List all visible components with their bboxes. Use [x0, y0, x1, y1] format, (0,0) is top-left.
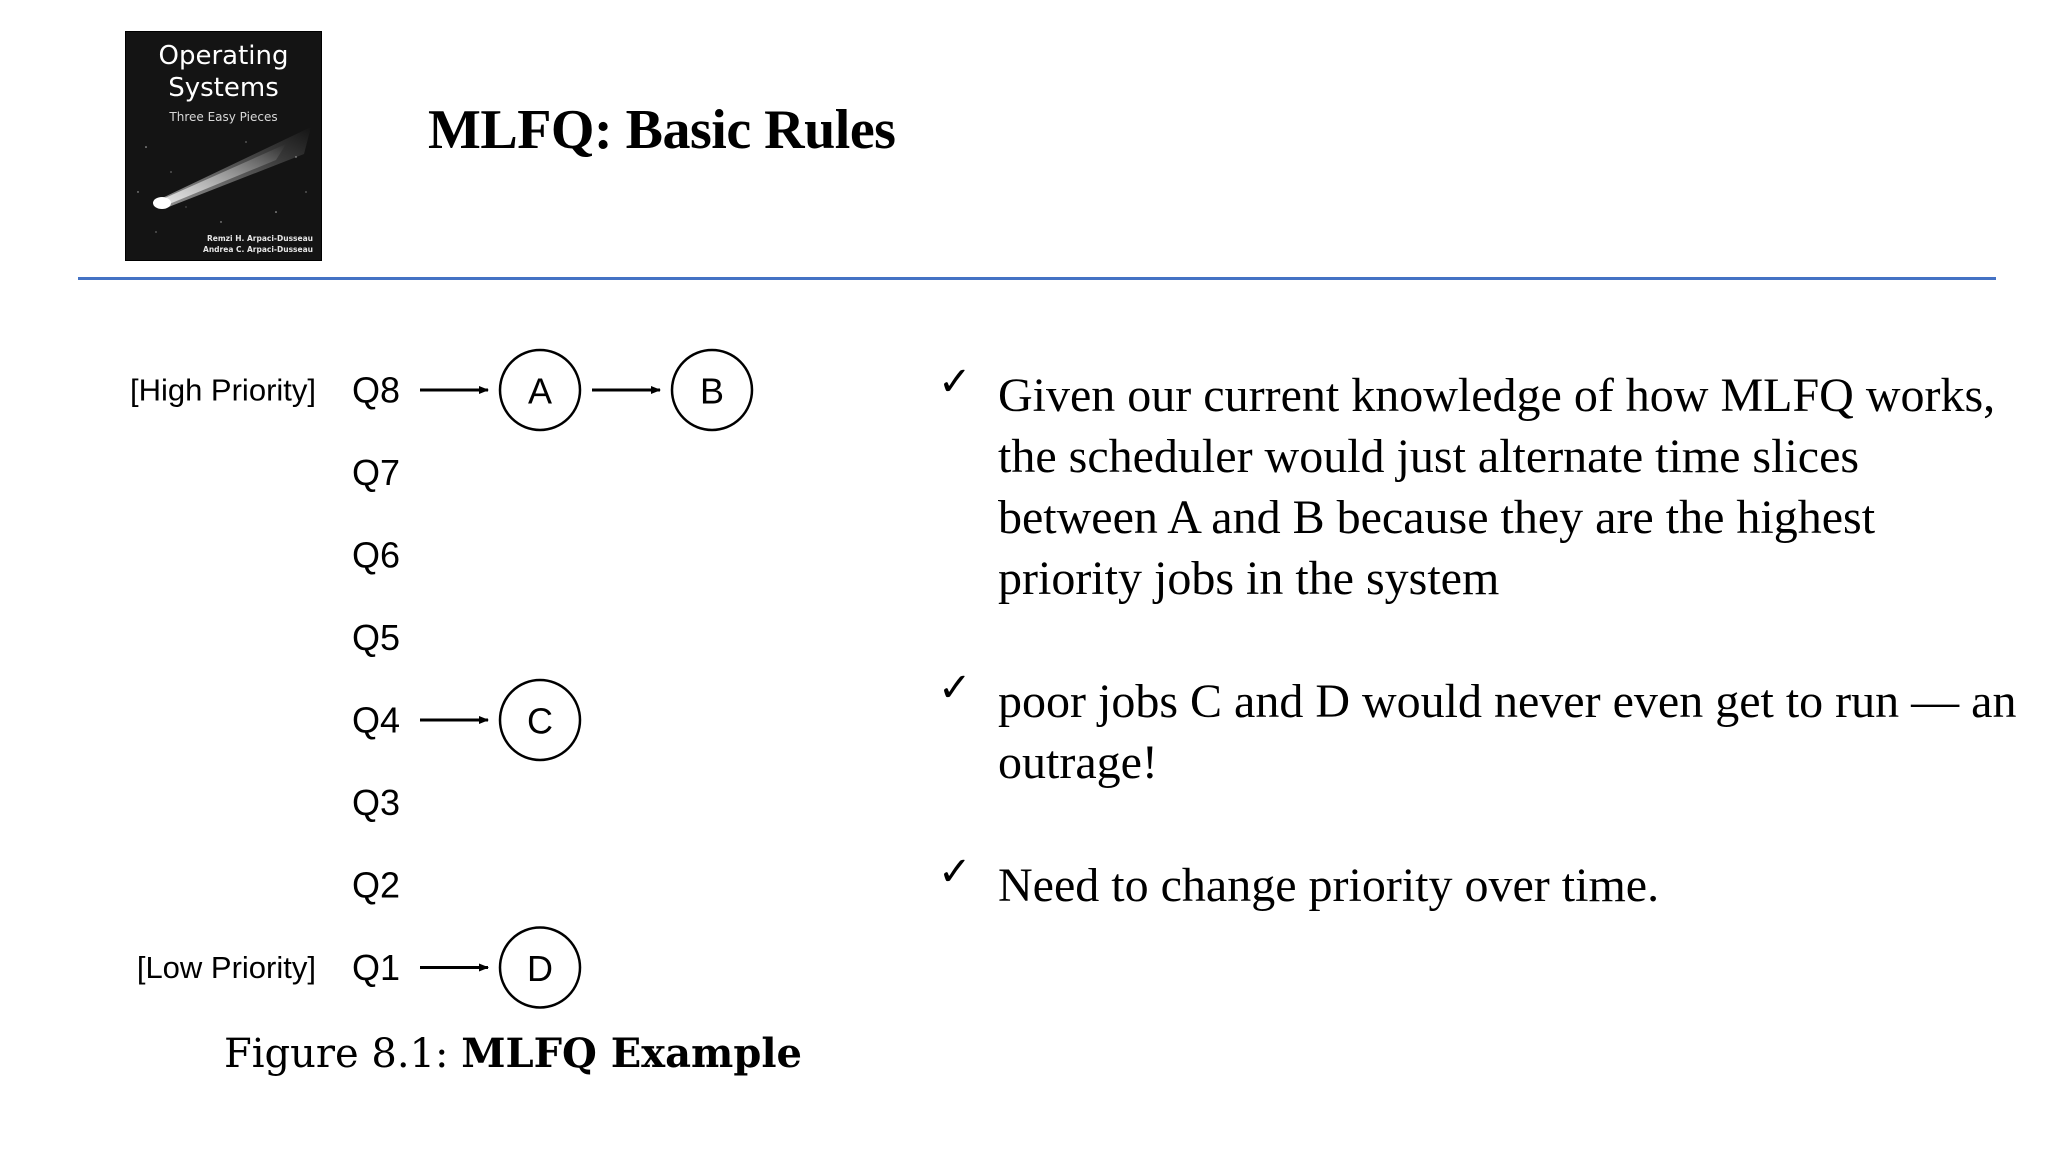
queue-label-q8: Q8 [352, 369, 401, 411]
bullet-item [938, 665, 2018, 793]
mlfq-diagram-svg [0, 330, 820, 1030]
bullet-list [938, 359, 2018, 978]
job-label-d: D [527, 948, 553, 989]
cover-title: Operating Systems [158, 41, 289, 103]
job-label-c: C [527, 700, 553, 742]
slide-title: MLFQ: Basic Rules [428, 99, 896, 161]
checkmark-icon: ✓ [938, 359, 972, 405]
mlfq-diagram [0, 330, 820, 1035]
queue-label-q3: Q3 [352, 782, 401, 823]
title-divider [78, 277, 1996, 280]
figure-caption-bold: MLFQ Example [461, 1030, 802, 1077]
queue-label-q5: Q5 [352, 617, 401, 658]
cover-author-2: Andrea C. Arpaci-Dusseau [203, 245, 313, 254]
bullet-text: Given our current knowledge of how MLFQ works, the scheduler would just alternate time slices between A and B because they are the highest priority jobs in the system [998, 369, 1996, 605]
queue-label-q2: Q2 [352, 864, 401, 906]
queue-label-q7: Q7 [352, 452, 401, 493]
bullet-item [938, 359, 2018, 609]
low-priority-label: [Low Priority] [136, 950, 316, 985]
book-cover-image [126, 32, 321, 260]
job-label-a: A [527, 370, 553, 412]
bullet-text: Need to change priority over time. [998, 859, 1660, 912]
figure-caption-prefix: Figure 8.1: [224, 1031, 462, 1077]
queue-label-q4: Q4 [352, 699, 401, 741]
cover-author-1: Remzi H. Arpaci-Dusseau [206, 234, 313, 243]
high-priority-label: [High Priority] [129, 372, 316, 408]
figure-caption [224, 1030, 802, 1077]
queue-label-q6: Q6 [352, 534, 401, 576]
queue-label-q1: Q1 [352, 947, 401, 988]
bullet-item [938, 849, 2018, 916]
job-label-b: B [699, 370, 725, 412]
checkmark-icon: ✓ [938, 849, 972, 895]
cover-subtitle: Three Easy Pieces [169, 110, 278, 124]
checkmark-icon: ✓ [938, 665, 972, 711]
bullet-text: poor jobs C and D would never even get to run — an outrage! [998, 675, 2017, 789]
